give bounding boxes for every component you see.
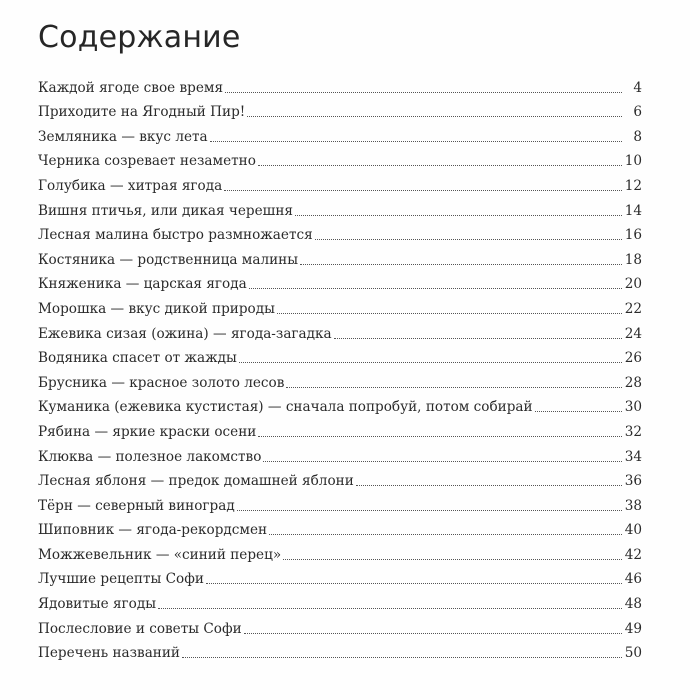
toc-entry-page: 34 <box>624 448 642 465</box>
toc-entry-page: 14 <box>624 202 642 219</box>
toc-entry <box>38 441 642 466</box>
toc-entry <box>38 97 642 122</box>
toc-entry-title: Княженика — царская ягода <box>38 276 247 293</box>
toc-entry-title: Перечень названий <box>38 645 180 662</box>
toc-entry-page: 42 <box>624 546 642 563</box>
toc-entry-page: 28 <box>624 374 642 391</box>
page-title: Содержание <box>38 20 241 55</box>
dot-leader <box>158 607 622 609</box>
table-of-contents <box>38 72 642 662</box>
toc-entry-page: 24 <box>624 325 642 342</box>
dot-leader <box>237 509 622 511</box>
dot-leader <box>300 263 622 265</box>
dot-leader <box>258 164 622 166</box>
toc-entry-title: Шиповник — ягода-рекордсмен <box>38 522 268 539</box>
toc-entry <box>38 146 642 171</box>
toc-entry <box>38 490 642 515</box>
toc-entry-title: Брусника — красное золото лесов <box>38 374 285 391</box>
toc-entry <box>38 515 642 540</box>
toc-entry-title: Лесная малина быстро размножается <box>38 227 313 244</box>
toc-entry <box>38 244 642 269</box>
toc-entry-title: Клюква — полезное лакомство <box>38 448 262 465</box>
toc-entry-page: 16 <box>624 227 642 244</box>
dot-leader <box>244 632 622 634</box>
toc-entry <box>38 220 642 245</box>
toc-entry-title: Ежевика сизая (ожина) — ягода-загадка <box>38 325 332 342</box>
toc-entry-title: Лучшие рецепты Софи <box>38 571 204 588</box>
dot-leader <box>334 337 622 339</box>
toc-entry <box>38 269 642 294</box>
dot-leader <box>286 386 622 388</box>
dot-leader <box>283 558 622 560</box>
toc-entry <box>38 539 642 564</box>
toc-entry-page: 32 <box>624 423 642 440</box>
toc-entry <box>38 195 642 220</box>
toc-entry <box>38 588 642 613</box>
toc-entry <box>38 638 642 663</box>
toc-entry-page: 8 <box>633 128 642 145</box>
toc-entry-title: Земляника — вкус лета <box>38 128 208 145</box>
dot-leader <box>535 410 622 412</box>
toc-entry-page: 4 <box>633 79 642 96</box>
toc-entry <box>38 466 642 491</box>
dot-leader <box>263 460 622 462</box>
toc-entry-page: 49 <box>624 620 642 637</box>
toc-entry <box>38 392 642 417</box>
toc-entry <box>38 564 642 589</box>
dot-leader <box>269 533 622 535</box>
dot-leader <box>225 91 622 93</box>
toc-entry-title: Водяника спасет от жажды <box>38 350 237 367</box>
toc-entry <box>38 121 642 146</box>
dot-leader <box>295 214 622 216</box>
toc-entry-title: Голубика — хитрая ягода <box>38 177 223 194</box>
toc-entry-page: 50 <box>624 645 642 662</box>
toc-entry <box>38 416 642 441</box>
toc-entry-page: 36 <box>624 473 642 490</box>
toc-entry <box>38 72 642 97</box>
toc-entry-title: Можжевельник — «синий перец» <box>38 546 282 563</box>
toc-entry-page: 10 <box>624 153 642 170</box>
toc-entry <box>38 367 642 392</box>
toc-entry-title: Морошка — вкус дикой природы <box>38 300 275 317</box>
dot-leader <box>249 287 622 289</box>
dot-leader <box>258 435 622 437</box>
dot-leader <box>182 656 622 658</box>
toc-entry-page: 38 <box>624 497 642 514</box>
toc-entry-title: Куманика (ежевика кустистая) — сначала попробуй, потом собирай <box>38 399 533 416</box>
toc-entry-title: Костяника — родственница малины <box>38 251 299 268</box>
toc-entry-page: 22 <box>624 300 642 317</box>
toc-entry <box>38 613 642 638</box>
toc-entry-page: 18 <box>624 251 642 268</box>
toc-entry-title: Вишня птичья, или дикая черешня <box>38 202 293 219</box>
toc-entry-title: Черника созревает незаметно <box>38 153 256 170</box>
toc-entry-page: 30 <box>624 399 642 416</box>
toc-entry-title: Послесловие и советы Софи <box>38 620 242 637</box>
dot-leader <box>210 140 622 142</box>
toc-entry-page: 6 <box>633 104 642 121</box>
toc-entry <box>38 318 642 343</box>
toc-entry <box>38 293 642 318</box>
toc-entry-page: 40 <box>624 522 642 539</box>
toc-entry-title: Лесная яблоня — предок домашней яблони <box>38 473 354 490</box>
toc-entry-page: 48 <box>624 596 642 613</box>
toc-entry-title: Ядовитые ягоды <box>38 596 157 613</box>
dot-leader <box>247 115 622 117</box>
toc-entry-title: Приходите на Ягодный Пир! <box>38 104 246 121</box>
toc-entry <box>38 343 642 368</box>
toc-entry-page: 26 <box>624 350 642 367</box>
dot-leader <box>239 361 622 363</box>
dot-leader <box>206 582 622 584</box>
dot-leader <box>224 189 622 191</box>
toc-entry-page: 12 <box>624 177 642 194</box>
toc-entry-page: 20 <box>624 276 642 293</box>
toc-entry-title: Каждой ягоде свое время <box>38 79 224 96</box>
toc-entry-title: Тёрн — северный виноград <box>38 497 235 514</box>
dot-leader <box>277 312 622 314</box>
toc-entry-page: 46 <box>624 571 642 588</box>
toc-entry-title: Рябина — яркие краски осени <box>38 423 257 440</box>
dot-leader <box>356 484 622 486</box>
toc-entry <box>38 170 642 195</box>
dot-leader <box>315 238 622 240</box>
